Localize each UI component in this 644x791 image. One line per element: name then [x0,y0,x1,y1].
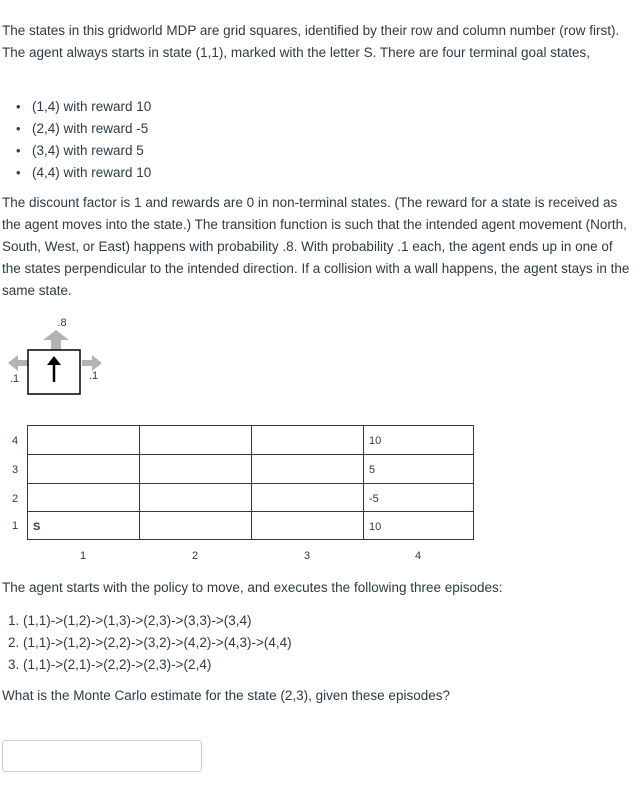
list-item: 1. (1,1)->(1,2)->(1,3)->(2,3)->(3,3)->(3,4) [8,613,252,628]
right-prob-label: .1 [89,370,99,382]
rules-paragraph: The discount factor is 1 and rewards are 0 in non-terminal states. (The reward for a state is received as the agent moves into the state.) The transition function is such that the intended agent movement (North, South, West, or East) happens with probability .8. With probability .1 each, the agent ends up in one of the states perpendicular to the intended direction. If a collision with a wall happens, the agent stays in the same state. [2,195,630,298]
reward-cell: 10 [369,521,382,533]
answer-input[interactable] [2,740,202,772]
intro-paragraph: The states in this gridworld MDP are grid squares, identified by their row and column number (row first). The agent always starts in state (1,1), marked with the letter S. There are four terminal goal states, [2,23,620,60]
col-label: 4 [414,550,422,562]
transition-diagram [0,312,110,400]
policy-paragraph: The agent starts with the policy to move, and executes the following three episodes: [2,580,503,595]
row-label: 2 [11,493,19,505]
row-label: 3 [11,464,19,476]
list-item: 2. (1,1)->(1,2)->(2,2)->(3,2)->(4,2)->(4,3)->(4,4) [8,635,292,650]
list-item: • (3,4) with reward 5 [22,140,151,162]
question-text: What is the Monte Carlo estimate for the state (2,3), given these episodes? [2,688,450,703]
left-prob-label: .1 [10,373,20,385]
row-label: 1 [11,520,19,532]
terminal-states-list [8,96,151,184]
episodes-list [8,610,292,676]
col-label: 3 [303,550,311,562]
reward-cell: 5 [369,464,376,476]
list-item: 3. (1,1)->(2,1)->(2,2)->(2,3)->(2,4) [8,657,212,672]
list-item: • (4,4) with reward 10 [22,162,151,184]
list-item: • (1,4) with reward 10 [22,96,151,118]
left-arrow [8,355,28,371]
reward-cell: 10 [369,435,382,447]
start-marker: S [33,521,41,533]
list-item: • (2,4) with reward -5 [22,118,151,140]
grid-cells [28,426,474,540]
reward-cell: -5 [369,493,379,505]
row-label: 4 [11,435,19,447]
col-label: 2 [191,550,199,562]
forward-prob-label: .8 [57,317,67,329]
gridworld [0,420,490,570]
right-arrow [82,355,102,371]
col-label: 1 [79,550,87,562]
